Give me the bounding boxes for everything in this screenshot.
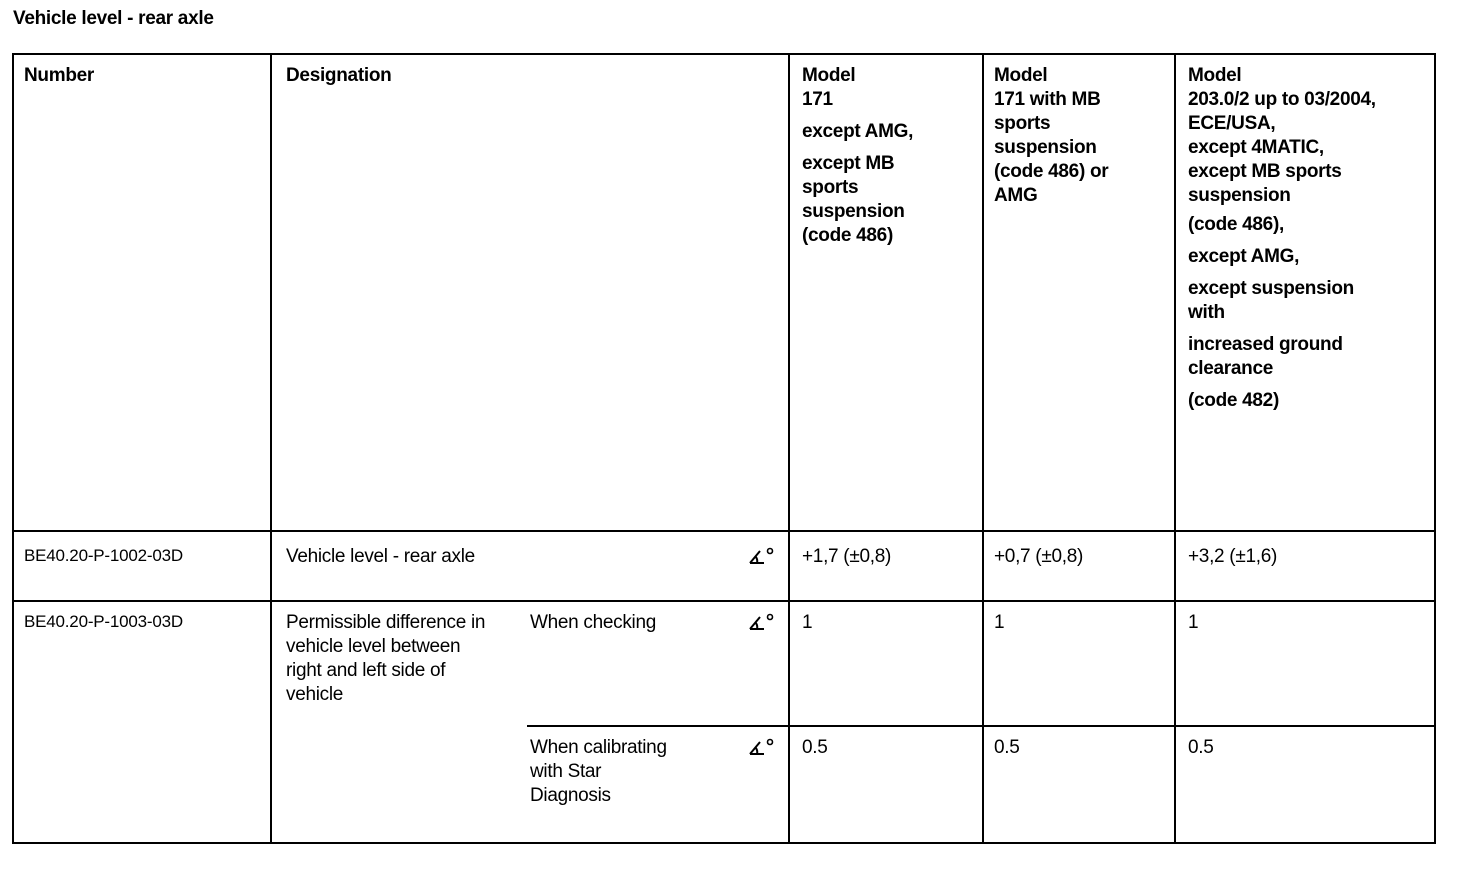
header-line: with bbox=[1188, 302, 1225, 323]
header-line: 171 bbox=[802, 89, 833, 110]
angle-degree-icon bbox=[748, 613, 774, 633]
header-line: (code 486) bbox=[802, 225, 893, 246]
header-line: 171 with MB bbox=[994, 89, 1101, 110]
table-divider bbox=[12, 600, 1436, 602]
designation-line: vehicle level between bbox=[286, 636, 461, 657]
condition-line: Diagnosis bbox=[530, 785, 611, 806]
header-line: (code 486), bbox=[1188, 214, 1284, 235]
table-divider bbox=[527, 725, 1436, 727]
row-number: BE40.20-P-1002-03D bbox=[24, 546, 183, 565]
value-col2: 0.5 bbox=[994, 737, 1020, 758]
angle-degree-icon bbox=[748, 738, 774, 758]
value-col2: 1 bbox=[994, 612, 1005, 633]
value-col2: +0,7 (±0,8) bbox=[994, 546, 1083, 567]
header-line: Model bbox=[802, 65, 856, 86]
angle-degree-icon bbox=[748, 547, 774, 567]
header-line: AMG bbox=[994, 185, 1038, 206]
header-line: suspension bbox=[802, 201, 905, 222]
condition-label: When checking bbox=[530, 612, 657, 633]
header-number: Number bbox=[24, 65, 94, 86]
header-designation: Designation bbox=[286, 65, 392, 86]
value-col1: 0.5 bbox=[802, 737, 828, 758]
value-col1: +1,7 (±0,8) bbox=[802, 546, 891, 567]
designation-line: vehicle bbox=[286, 684, 344, 705]
header-line: except MB sports bbox=[1188, 161, 1342, 182]
header-line: sports bbox=[994, 113, 1051, 134]
header-line: increased ground bbox=[1188, 334, 1343, 355]
header-line: suspension bbox=[1188, 185, 1291, 206]
row-designation: Vehicle level - rear axle bbox=[286, 546, 475, 567]
row-number: BE40.20-P-1003-03D bbox=[24, 612, 183, 631]
header-line: (code 486) or bbox=[994, 161, 1109, 182]
value-col3: +3,2 (±1,6) bbox=[1188, 546, 1277, 567]
table-divider bbox=[270, 53, 272, 844]
condition-line: When calibrating bbox=[530, 737, 667, 758]
value-col3: 0.5 bbox=[1188, 737, 1214, 758]
value-col1: 1 bbox=[802, 612, 813, 633]
header-line: except AMG, bbox=[802, 121, 914, 142]
designation-line: right and left side of bbox=[286, 660, 446, 681]
row-designation bbox=[286, 611, 522, 707]
header-model-col3 bbox=[1188, 64, 1434, 413]
header-line: sports bbox=[802, 177, 859, 198]
header-line: (code 482) bbox=[1188, 390, 1279, 411]
header-line: except suspension bbox=[1188, 278, 1354, 299]
header-line: Model bbox=[1188, 65, 1242, 86]
value-col3: 1 bbox=[1188, 612, 1199, 633]
header-line: suspension bbox=[994, 137, 1097, 158]
header-line: clearance bbox=[1188, 358, 1273, 379]
condition-label bbox=[530, 736, 730, 808]
header-line: 203.0/2 up to 03/2004, bbox=[1188, 89, 1376, 110]
header-line: except MB bbox=[802, 153, 895, 174]
header-model-col2 bbox=[994, 64, 1170, 208]
condition-line: with Star bbox=[530, 761, 602, 782]
header-line: except AMG, bbox=[1188, 246, 1300, 267]
header-model-col1 bbox=[802, 64, 980, 248]
header-line: except 4MATIC, bbox=[1188, 137, 1324, 158]
header-line: ECE/USA, bbox=[1188, 113, 1276, 134]
page-title: Vehicle level - rear axle bbox=[13, 8, 214, 29]
header-line: Model bbox=[994, 65, 1048, 86]
designation-line: Permissible difference in bbox=[286, 612, 486, 633]
table-divider bbox=[12, 530, 1436, 532]
